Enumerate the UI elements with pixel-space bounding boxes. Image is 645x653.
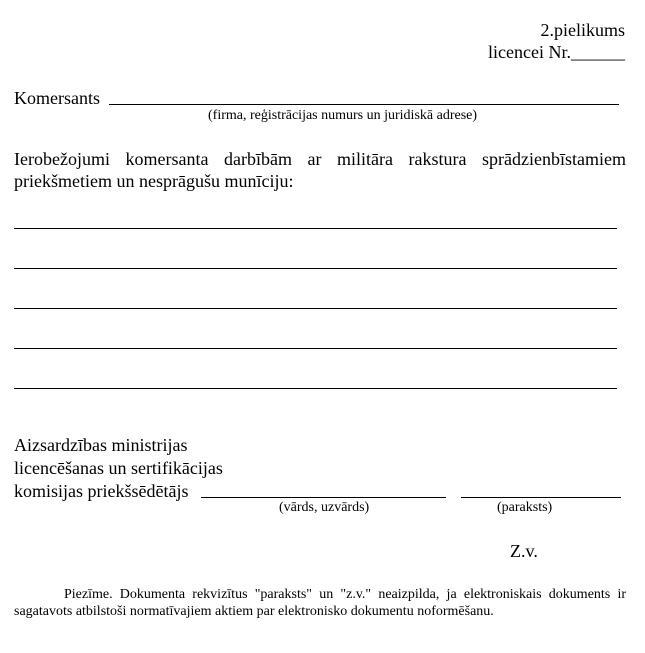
signature-field-line xyxy=(461,497,621,498)
seal-placeholder: Z.v. xyxy=(510,541,538,561)
blank-line-5 xyxy=(14,388,617,389)
signatory-line-3: komisijas priekšsēdētājs xyxy=(14,481,189,501)
note-text: Piezīme. Dokumenta rekvizītus "paraksts" un "z.v." neaizpilda, ja elektroniskais dokuments ir sagatavots atbilstoši normatīvajiem aktiem par elektronisko dokumentu noformēšanu. xyxy=(14,587,626,619)
name-field-line xyxy=(201,497,446,498)
blank-line-2 xyxy=(14,268,617,269)
blank-line-3 xyxy=(14,308,617,309)
merchant-label: Komersants xyxy=(14,88,100,108)
name-caption: (vārds, uzvārds) xyxy=(279,500,370,515)
signatory-line-1: Aizsardzības ministrijas xyxy=(14,435,188,455)
license-label: licencei Nr. xyxy=(488,42,571,62)
merchant-field-line xyxy=(109,104,619,105)
appendix-number: 2.pielikums xyxy=(540,20,625,40)
signature-caption: (paraksts) xyxy=(497,500,553,515)
license-number-line xyxy=(488,42,625,62)
blank-line-4 xyxy=(14,348,617,349)
restrictions-text: Ierobežojumi komersanta darbībām ar militāra rakstura sprādzienbīstamiem priekšmetiem un nesprāgušu munīciju: xyxy=(14,149,626,191)
blank-line-1 xyxy=(14,228,617,229)
merchant-caption: (firma, reģistrācijas numurs un juridiskā adrese) xyxy=(208,108,478,123)
license-number-blank: ______ xyxy=(571,42,625,62)
signatory-line-2: licencēšanas un sertifikācijas xyxy=(14,458,223,478)
